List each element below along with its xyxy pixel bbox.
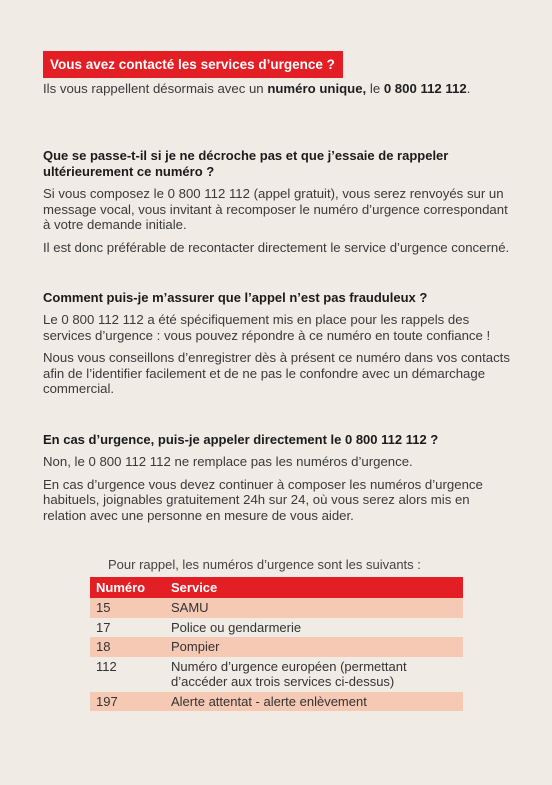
faq-question: En cas d’urgence, puis-je appeler directement le 0 800 112 112 ? <box>43 432 439 447</box>
table-row <box>90 692 463 712</box>
faq-paragraph: Nous vous conseillons d’enregistrer dès à présent ce numéro dans vos contacts afin de l’identifier facilement et de ne pas le confondre avec un démarchage commercial. <box>43 350 510 397</box>
cell-number: 15 <box>90 598 165 618</box>
intro-paragraph <box>43 80 523 97</box>
faq-section-3 <box>43 432 513 530</box>
cell-number: 17 <box>96 619 111 635</box>
cell-service: Police ou gendarmerie <box>171 619 302 635</box>
intro-bold-number: 0 800 112 112 <box>383 81 467 96</box>
faq-paragraph: En cas d’urgence vous devez continuer à composer les numéros d’urgence habituels, joignables gratuitement 24h sur 24, où vous serez alors mis en relation avec une personne en mesure de vous aider. <box>43 476 483 523</box>
intro-text: Ils vous rappellent désormais avec un <box>43 81 268 96</box>
faq-paragraph: Si vous composez le 0 800 112 112 (appel gratuit), vous serez renvoyés sur un message vocal, vous invitant à recomposer le numéro d’urgence correspondant à votre demande initiale. <box>43 186 508 233</box>
header-service: Service <box>165 577 463 598</box>
cell-service: SAMU <box>165 598 463 618</box>
faq-paragraph: Il est donc préférable de recontacter directement le service d’urgence concerné. <box>43 239 510 255</box>
cell-service: Alerte attentat - alerte enlèvement <box>165 692 463 712</box>
intro-text-middle: le <box>366 81 384 96</box>
faq-question: Que se passe-t-il si je ne décroche pas et que j’essaie de rappeler ultérieurement ce numéro ? <box>43 148 449 179</box>
table-row <box>90 598 463 618</box>
section-banner: Vous avez contacté les services d’urgence ? <box>43 51 343 78</box>
faq-section-2 <box>43 290 513 404</box>
faq-paragraph: Le 0 800 112 112 a été spécifiquement mis en place pour les rappels des services d’urgence : vous pouvez répondre à ce numéro en toute confiance ! <box>43 312 491 343</box>
faq-question: Comment puis-je m’assurer que l’appel n’est pas frauduleux ? <box>43 290 428 305</box>
header-numero: Numéro <box>90 577 165 598</box>
table-header-row <box>90 577 463 598</box>
cell-number: 197 <box>90 692 165 712</box>
cell-number: 18 <box>90 637 165 657</box>
table-caption: Pour rappel, les numéros d’urgence sont les suivants : <box>108 557 421 572</box>
table-row <box>90 637 463 657</box>
emergency-numbers-table <box>90 577 463 711</box>
table-row <box>90 618 463 638</box>
cell-service: Numéro d’urgence européen (permettant d’accéder aux trois services ci-dessus) <box>171 658 407 689</box>
table-row <box>90 657 463 692</box>
cell-service: Pompier <box>165 637 463 657</box>
cell-number: 112 <box>96 658 117 674</box>
faq-paragraph: Non, le 0 800 112 112 ne remplace pas les numéros d’urgence. <box>43 454 413 469</box>
intro-bold-unique: numéro unique, <box>267 81 367 96</box>
faq-section-1 <box>43 148 513 262</box>
intro-text-end: . <box>466 81 471 96</box>
